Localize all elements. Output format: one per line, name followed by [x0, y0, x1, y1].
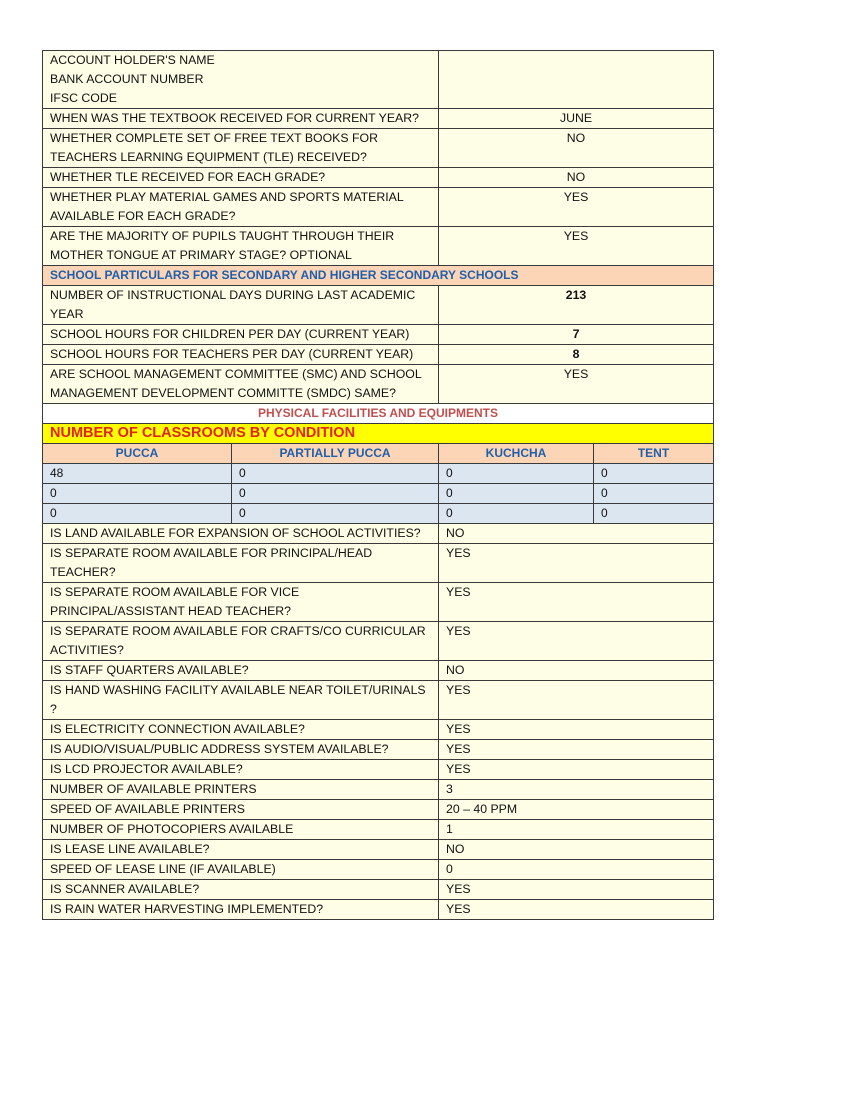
- row-value: 1: [439, 820, 714, 840]
- table-row: [43, 583, 714, 622]
- row-value: YES: [439, 188, 714, 227]
- table-cell: 0: [439, 484, 594, 504]
- row-value: NO: [439, 840, 714, 860]
- row-label: WHEN WAS THE TEXTBOOK RECEIVED FOR CURRENT YEAR?: [43, 109, 439, 129]
- row-value: [439, 51, 714, 109]
- row-value: YES: [439, 583, 714, 622]
- row-value: NO: [439, 168, 714, 188]
- table-row: [43, 860, 714, 880]
- table-row: [43, 880, 714, 900]
- row-value: 3: [439, 780, 714, 800]
- table-row: [43, 129, 714, 168]
- row-label: IS SCANNER AVAILABLE?: [43, 880, 439, 900]
- classrooms-heading: NUMBER OF CLASSROOMS BY CONDITION: [43, 424, 714, 444]
- row-value: YES: [439, 365, 714, 404]
- table-cell: 0: [594, 464, 714, 484]
- row-value: NO: [439, 524, 714, 544]
- row-label: SPEED OF LEASE LINE (IF AVAILABLE): [43, 860, 439, 880]
- table-row: [43, 760, 714, 780]
- table-cell: 48: [43, 464, 232, 484]
- table-row: [43, 227, 714, 266]
- table-row: [43, 168, 714, 188]
- row-label: IS SEPARATE ROOM AVAILABLE FOR PRINCIPAL/HEAD TEACHER?: [43, 544, 439, 583]
- row-value: YES: [439, 622, 714, 661]
- row-label: IS SEPARATE ROOM AVAILABLE FOR VICE PRINCIPAL/ASSISTANT HEAD TEACHER?: [43, 583, 439, 622]
- table-row: [43, 286, 714, 325]
- table-row: [43, 780, 714, 800]
- row-value: YES: [439, 880, 714, 900]
- table-row: [43, 681, 714, 720]
- row-value: 213: [439, 286, 714, 325]
- table-row: [43, 464, 714, 484]
- row-value: 7: [439, 325, 714, 345]
- row-label: SCHOOL HOURS FOR TEACHERS PER DAY (CURRENT YEAR): [43, 345, 439, 365]
- row-value: YES: [439, 227, 714, 266]
- table-cell: 0: [43, 504, 232, 524]
- table-cell: 0: [232, 504, 439, 524]
- row-value: YES: [439, 544, 714, 583]
- column-header: TENT: [594, 444, 714, 464]
- table-row: [43, 900, 714, 920]
- row-label: ARE SCHOOL MANAGEMENT COMMITTEE (SMC) AND SCHOOL MANAGEMENT DEVELOPMENT COMMITTE (SMDC) SAME?: [43, 365, 439, 404]
- table-row: [43, 51, 714, 109]
- table-row: [43, 109, 714, 129]
- row-label: IS LCD PROJECTOR AVAILABLE?: [43, 760, 439, 780]
- row-label: IS RAIN WATER HARVESTING IMPLEMENTED?: [43, 900, 439, 920]
- table-cell: 0: [439, 464, 594, 484]
- table-row: [43, 504, 714, 524]
- row-label: WHETHER COMPLETE SET OF FREE TEXT BOOKS FOR TEACHERS LEARNING EQUIPMENT (TLE) RECEIVED?: [43, 129, 439, 168]
- school-report-sheet: [42, 50, 713, 920]
- row-value: NO: [439, 661, 714, 681]
- row-value: YES: [439, 900, 714, 920]
- table-row: [43, 622, 714, 661]
- table-cell: 0: [232, 484, 439, 504]
- physical-facilities-heading: PHYSICAL FACILITIES AND EQUIPMENTS: [43, 404, 714, 424]
- table-cell: 0: [594, 504, 714, 524]
- row-value: JUNE: [439, 109, 714, 129]
- row-label: IS SEPARATE ROOM AVAILABLE FOR CRAFTS/CO CURRICULAR ACTIVITIES?: [43, 622, 439, 661]
- table-cell: 0: [232, 464, 439, 484]
- table-row: [43, 740, 714, 760]
- classroom-column-headers: [43, 444, 714, 464]
- section-heading-row: [43, 266, 714, 286]
- table-row: [43, 544, 714, 583]
- row-label: WHETHER PLAY MATERIAL GAMES AND SPORTS MATERIAL AVAILABLE FOR EACH GRADE?: [43, 188, 439, 227]
- row-label: NUMBER OF AVAILABLE PRINTERS: [43, 780, 439, 800]
- row-label: ACCOUNT HOLDER'S NAME BANK ACCOUNT NUMBER IFSC CODE: [43, 51, 439, 109]
- secondary-section-heading: SCHOOL PARTICULARS FOR SECONDARY AND HIGHER SECONDARY SCHOOLS: [43, 266, 714, 286]
- table-cell: 0: [594, 484, 714, 504]
- row-label: SCHOOL HOURS FOR CHILDREN PER DAY (CURRENT YEAR): [43, 325, 439, 345]
- table-row: [43, 365, 714, 404]
- row-value: YES: [439, 760, 714, 780]
- table-row: [43, 840, 714, 860]
- table-row: [43, 820, 714, 840]
- row-label: IS ELECTRICITY CONNECTION AVAILABLE?: [43, 720, 439, 740]
- table-row: [43, 661, 714, 681]
- row-value: 8: [439, 345, 714, 365]
- row-label: NUMBER OF INSTRUCTIONAL DAYS DURING LAST ACADEMIC YEAR: [43, 286, 439, 325]
- row-value: NO: [439, 129, 714, 168]
- column-header: PARTIALLY PUCCA: [232, 444, 439, 464]
- table-cell: 0: [439, 504, 594, 524]
- row-label: IS HAND WASHING FACILITY AVAILABLE NEAR TOILET/URINALS ?: [43, 681, 439, 720]
- table-row: [43, 325, 714, 345]
- table-cell: 0: [43, 484, 232, 504]
- section-heading-row: [43, 424, 714, 444]
- table-row: [43, 800, 714, 820]
- row-value: 0: [439, 860, 714, 880]
- row-label: IS LEASE LINE AVAILABLE?: [43, 840, 439, 860]
- row-label: IS AUDIO/VISUAL/PUBLIC ADDRESS SYSTEM AVAILABLE?: [43, 740, 439, 760]
- column-header: KUCHCHA: [439, 444, 594, 464]
- row-label: NUMBER OF PHOTOCOPIERS AVAILABLE: [43, 820, 439, 840]
- row-label: ARE THE MAJORITY OF PUPILS TAUGHT THROUGH THEIR MOTHER TONGUE AT PRIMARY STAGE? OPTIONAL: [43, 227, 439, 266]
- table-row: [43, 345, 714, 365]
- row-label: IS STAFF QUARTERS AVAILABLE?: [43, 661, 439, 681]
- row-value: YES: [439, 740, 714, 760]
- row-value: YES: [439, 681, 714, 720]
- row-label: IS LAND AVAILABLE FOR EXPANSION OF SCHOOL ACTIVITIES?: [43, 524, 439, 544]
- row-value: YES: [439, 720, 714, 740]
- table-row: [43, 188, 714, 227]
- row-label: SPEED OF AVAILABLE PRINTERS: [43, 800, 439, 820]
- table-row: [43, 524, 714, 544]
- table-row: [43, 484, 714, 504]
- section-heading-row: [43, 404, 714, 424]
- report-table: [42, 50, 714, 920]
- row-label: WHETHER TLE RECEIVED FOR EACH GRADE?: [43, 168, 439, 188]
- row-value: 20 – 40 PPM: [439, 800, 714, 820]
- table-row: [43, 720, 714, 740]
- report-table-body: [43, 51, 714, 920]
- column-header: PUCCA: [43, 444, 232, 464]
